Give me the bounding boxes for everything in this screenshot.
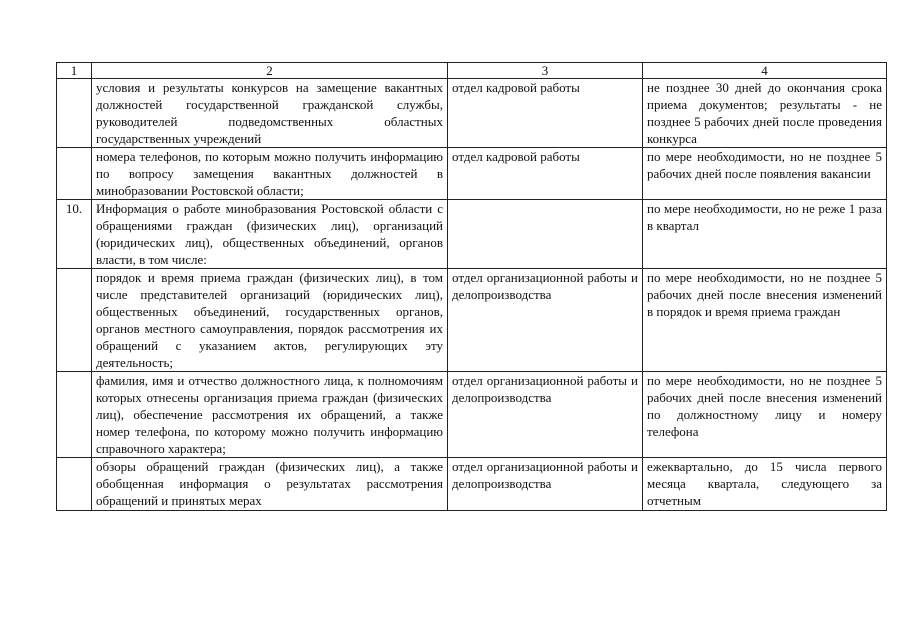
header-col-2: 2 [92,63,448,79]
row-number: 10. [57,200,92,269]
row-department: отдел кадровой работы [448,79,643,148]
table-row [57,148,887,200]
row-deadline: не позднее 30 дней до окончания срока приема документов; результаты - не позднее 5 рабочих дней после проведения конкурса [643,79,887,148]
row-department: отдел организационной работы и делопроизводства [448,458,643,511]
table-row [57,372,887,458]
row-deadline: по мере необходимости, но не позднее 5 рабочих дней после появления вакансии [643,148,887,200]
table-row [57,79,887,148]
row-department [448,200,643,269]
row-number [57,269,92,372]
header-col-1: 1 [57,63,92,79]
row-deadline: по мере необходимости, но не позднее 5 рабочих дней после внесения изменений в порядок и время приема граждан [643,269,887,372]
row-deadline: ежеквартально, до 15 числа первого месяца квартала, следующего за отчетным [643,458,887,511]
row-description: обзоры обращений граждан (физических лиц), а также обобщенная информация о результатах рассмотрения обращений и принятых мерах [92,458,448,511]
row-department: отдел организационной работы и делопроизводства [448,372,643,458]
row-deadline: по мере необходимости, но не позднее 5 рабочих дней после внесения изменений по должностному лицу и номеру телефона [643,372,887,458]
document-page [56,62,886,511]
header-col-3: 3 [448,63,643,79]
row-description: Информация о работе минобразования Ростовской области с обращениями граждан (физических лиц), организаций (юридических лиц), общественных объединений, органов власти, в том числе: [92,200,448,269]
row-description: фамилия, имя и отчество должностного лица, к полномочиям которых отнесены организация приема граждан (физических лиц), обеспечение рассмотрения их обращений, а также номер телефона, по которому можно получить информацию справочного характера; [92,372,448,458]
table-row [57,269,887,372]
table-row [57,200,887,269]
information-table [56,62,887,511]
row-number [57,372,92,458]
table-row [57,458,887,511]
row-deadline: по мере необходимости, но не реже 1 раза в квартал [643,200,887,269]
table-header-row [57,63,887,79]
row-department: отдел кадровой работы [448,148,643,200]
row-description: условия и результаты конкурсов на замещение вакантных должностей государственной гражданской службы, руководителей подведомственных областных государственных учреждений [92,79,448,148]
row-description: порядок и время приема граждан (физических лиц), в том числе представителей организаций (юридических лиц), общественных объединений, государственных органов, органов местного самоуправления, порядок рассмотрения их обращений с указанием актов, регулирующих эту деятельность; [92,269,448,372]
row-department: отдел организационной работы и делопроизводства [448,269,643,372]
row-number [57,148,92,200]
header-col-4: 4 [643,63,887,79]
row-number [57,458,92,511]
row-number [57,79,92,148]
row-description: номера телефонов, по которым можно получить информацию по вопросу замещения вакантных должностей в минобразовании Ростовской области; [92,148,448,200]
